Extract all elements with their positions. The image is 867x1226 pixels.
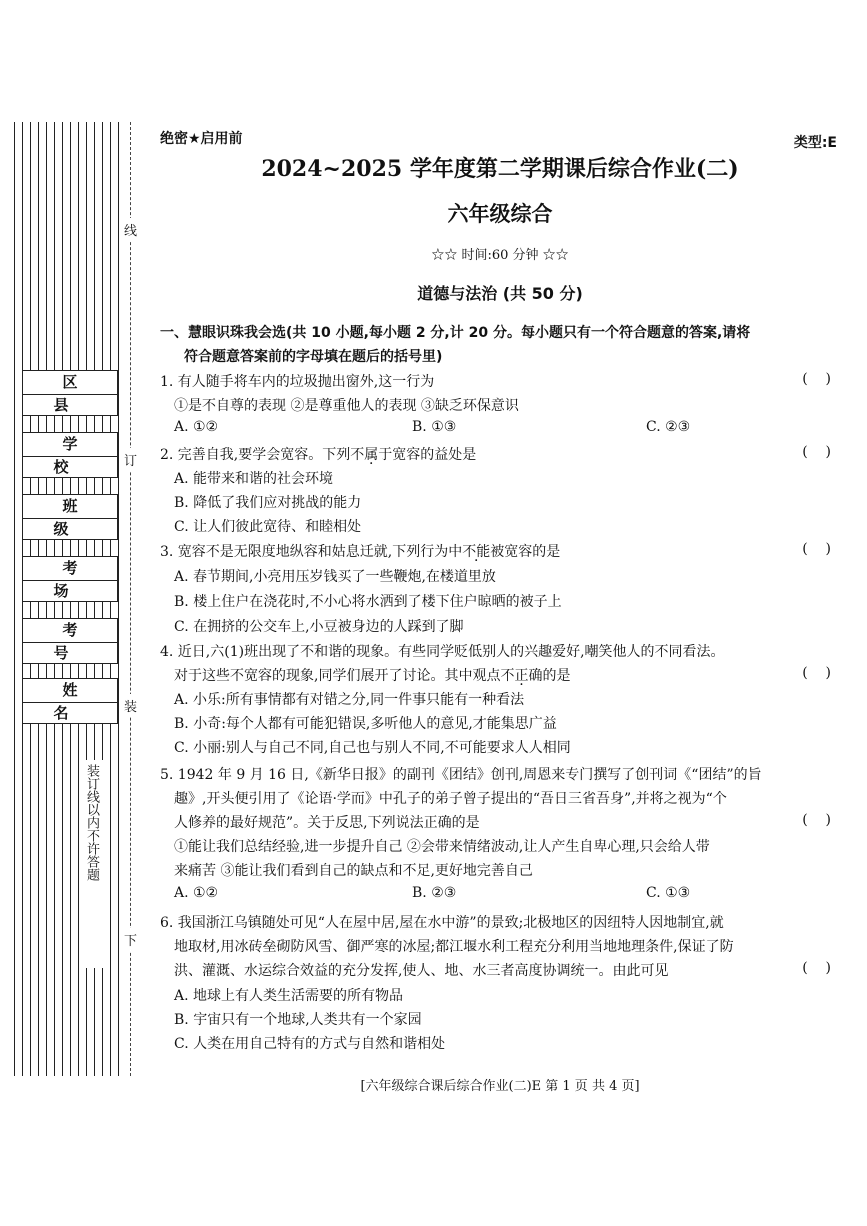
q2-stem	[160, 444, 476, 464]
field-class-label: 班 级	[23, 495, 117, 519]
q3-answer-blank[interactable]: ( )	[802, 541, 831, 557]
cut-mark-ding: 订	[124, 448, 137, 471]
field-exam-room-label: 考 场	[23, 557, 117, 581]
q4-option-c[interactable]: C. 小丽:别人与自己不同,自己也与别人不同,不可能要求人人相同	[174, 740, 571, 756]
q6-line-3: 洪、灌溉、水运综合效益的充分发挥,使人、地、水三者高度协调统一。由此可见	[174, 963, 669, 979]
q1-answer-blank[interactable]: ( )	[802, 371, 831, 387]
q4-answer-blank[interactable]: ( )	[802, 665, 831, 681]
field-school-label: 学 校	[23, 433, 117, 457]
field-name-label: 姓 名	[23, 679, 117, 703]
q1-items: ①是不自尊的表现 ②是尊重他人的表现 ③缺乏环保意识	[174, 398, 519, 414]
q6-line-1: 6. 我国浙江乌镇随处可见“人在屋中居,屋在水中游”的景致;北极地区的因纽特人因地制宜,就	[160, 915, 724, 931]
q4-line-2-emphasis: 不正确	[500, 668, 543, 684]
q1-option-a[interactable]: A. ①②	[174, 419, 219, 435]
field-district[interactable]	[22, 370, 118, 416]
cut-mark-xia: 下	[124, 928, 137, 951]
page-footer: [六年级综合课后综合作业(二)E 第 1 页 共 4 页]	[360, 1079, 640, 1094]
q3-stem-emphasis: 不能	[462, 544, 491, 560]
section-title: 道德与法治 (共 50 分)	[417, 284, 583, 303]
q1-option-c[interactable]: C. ②③	[646, 419, 691, 435]
q5-line-3: 人修养的最好规范”。关于反思,下列说法正确的是	[174, 815, 480, 831]
q3-option-c[interactable]: C. 在拥挤的公交车上,小豆被身边的人踩到了脚	[174, 619, 464, 635]
instructions-line-1: 一、慧眼识珠我会选(共 10 小题,每小题 2 分,计 20 分。每小题只有一个符合题意的答案,请将	[160, 325, 751, 341]
q4-line-2	[174, 665, 570, 685]
q4-line-1: 4. 近日,六(1)班出现了不和谐的现象。有些同学贬低别人的兴趣爱好,嘲笑他人的不同看法。	[160, 644, 725, 660]
q5-option-b[interactable]: B. ②③	[412, 885, 457, 901]
q3-stem-post: 被宽容的是	[490, 544, 561, 560]
q5-line-4: ①能让我们总结经验,进一步提升自己 ②会带来情绪波动,让人产生自卑心理,只会给人带	[174, 839, 710, 855]
field-district-label: 区 县	[23, 371, 117, 395]
cut-mark-xian: 线	[124, 218, 137, 241]
time-limit: ☆☆ 时间:60 分钟 ☆☆	[431, 248, 569, 263]
q2-option-c[interactable]: C. 让人们彼此宽待、和睦相处	[174, 519, 362, 535]
q5-option-a[interactable]: A. ①②	[174, 885, 219, 901]
q2-answer-blank[interactable]: ( )	[802, 444, 831, 460]
exam-title: 2024~2025 学年度第二学期课后综合作业(二)	[261, 156, 739, 182]
q5-line-2: 趣》,开头便引用了《论语·学而》中孔子的弟子曾子提出的“吾日三省吾身”,并将之视为“个	[174, 791, 727, 807]
confidential-label: 绝密★启用前	[160, 131, 243, 147]
q6-line-2: 地取材,用冰砖垒砌防风雪、御严寒的冰屋;都江堰水利工程充分利用当地地理条件,保证了防	[174, 939, 734, 955]
q4-line-2-post: 的是	[542, 668, 571, 684]
q2-option-b[interactable]: B. 降低了我们应对挑战的能力	[174, 495, 362, 511]
q6-option-b[interactable]: B. 宇宙只有一个地球,人类共有一个家园	[174, 1012, 422, 1028]
paper-type: 类型:E	[793, 135, 837, 151]
q3-stem-pre: 3. 宽容不是无限度地纵容和姑息迁就,下列行为中	[160, 544, 463, 560]
q4-option-b[interactable]: B. 小奇:每个人都有可能犯错误,多听他人的意见,才能集思广益	[174, 716, 557, 732]
q1-stem: 1. 有人随手将车内的垃圾抛出窗外,这一行为	[160, 374, 435, 390]
q3-option-b[interactable]: B. 楼上住户在浇花时,不小心将水洒到了楼下住户晾晒的被子上	[174, 594, 562, 610]
q3-option-a[interactable]: A. 春节期间,小亮用压岁钱买了一些鞭炮,在楼道里放	[174, 569, 496, 585]
q2-stem-pre: 2. 完善自我,要学会宽容。下列	[160, 447, 351, 463]
q5-line-5: 来痛苦 ③能让我们看到自己的缺点和不足,更好地完善自己	[174, 863, 533, 879]
q6-option-a[interactable]: A. 地球上有人类生活需要的所有物品	[174, 988, 404, 1004]
q5-line-1: 5. 1942 年 9 月 16 日,《新华日报》的副刊《团结》创刊,周恩来专门撰写了创刊词《“团结”的旨	[160, 767, 762, 783]
field-school[interactable]	[22, 432, 118, 478]
q1-option-b[interactable]: B. ①③	[412, 419, 457, 435]
field-exam-room[interactable]	[22, 556, 118, 602]
binding-line-1	[14, 122, 15, 1076]
field-exam-number-label: 考 号	[23, 619, 117, 643]
q6-option-c[interactable]: C. 人类在用自己特有的方式与自然和谐相处	[174, 1036, 446, 1052]
q2-stem-post: 宽容的益处是	[392, 447, 477, 463]
q3-stem	[160, 541, 560, 561]
field-name[interactable]	[22, 678, 118, 724]
q5-answer-blank[interactable]: ( )	[802, 812, 831, 828]
binding-notice: 装订线以内不许答题	[80, 760, 103, 968]
cut-mark-zhuang: 装	[124, 694, 137, 717]
exam-subtitle: 六年级综合	[447, 202, 553, 226]
q5-option-c[interactable]: C. ①③	[646, 885, 691, 901]
q6-answer-blank[interactable]: ( )	[802, 960, 831, 976]
instructions-line-2: 符合题意答案前的字母填在题后的括号里)	[184, 349, 443, 365]
q2-stem-emphasis: 不属于	[350, 447, 393, 463]
q2-option-a[interactable]: A. 能带来和谐的社会环境	[174, 471, 334, 487]
q4-option-a[interactable]: A. 小乐:所有事情都有对错之分,同一件事只能有一种看法	[174, 692, 525, 708]
binding-line-14	[118, 122, 119, 1076]
field-class[interactable]	[22, 494, 118, 540]
field-exam-number[interactable]	[22, 618, 118, 664]
q4-line-2-pre: 对于这些不宽容的现象,同学们展开了讨论。其中观点	[174, 668, 501, 684]
